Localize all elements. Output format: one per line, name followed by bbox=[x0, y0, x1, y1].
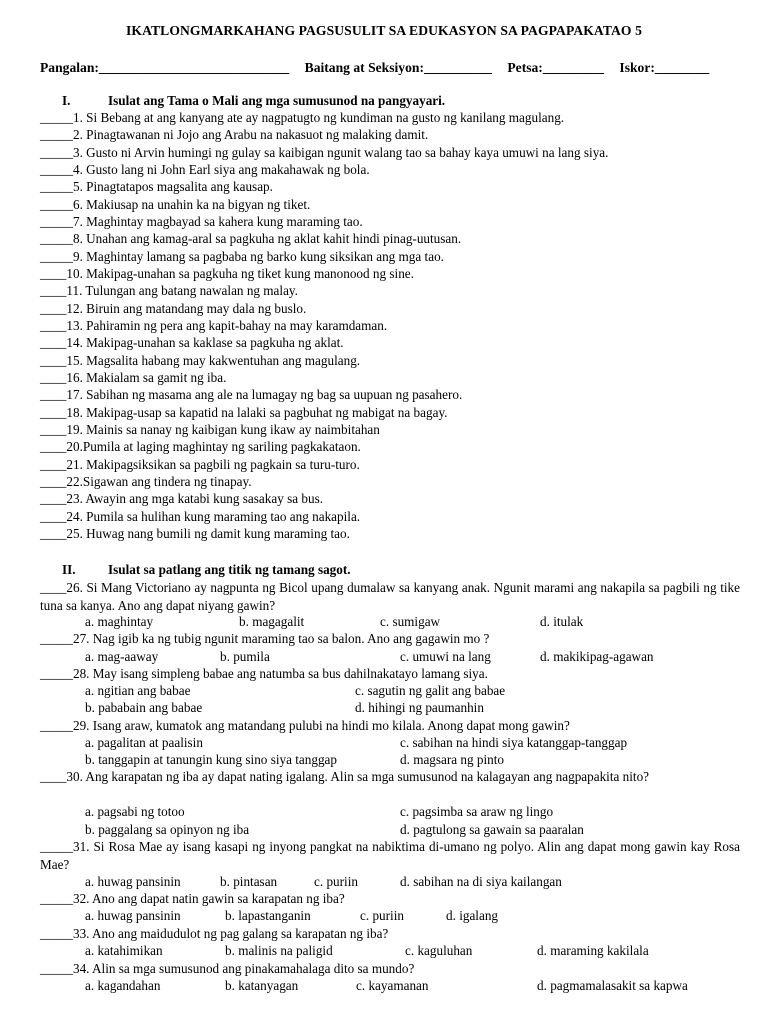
true-false-item: ____21. Makipagsiksikan sa pagbili ng pagkain sa turu-turo. bbox=[40, 456, 360, 472]
section-2-heading bbox=[62, 562, 351, 578]
option[interactable]: c. sabihan na hindi siya katanggap-tanggap bbox=[400, 735, 628, 750]
question-32: _____32. Ano ang dapat natin gawin sa karapatan ng iba? bbox=[40, 891, 345, 906]
section-instruction: Isulat ang Tama o Mali ang mga sumusunod na pangyayari. bbox=[108, 93, 446, 108]
option[interactable]: a. pagalitan at paalisin bbox=[85, 735, 203, 750]
option[interactable]: b. katanyagan bbox=[225, 978, 299, 993]
question-33: _____33. Ano ang maidudulot ng pag galang sa karapatan ng iba? bbox=[40, 926, 389, 941]
option[interactable]: d. pagmamalasakit sa kapwa bbox=[537, 978, 688, 993]
option[interactable]: d. sabihan na di siya kailangan bbox=[400, 874, 562, 889]
option[interactable]: d. itulak bbox=[540, 614, 584, 629]
option[interactable]: b. pumila bbox=[220, 649, 270, 664]
option[interactable]: a. mag-aaway bbox=[85, 649, 159, 664]
option[interactable]: c. sagutin ng galit ang babae bbox=[355, 683, 506, 698]
date-field[interactable]: Petsa:_________ bbox=[507, 60, 605, 75]
page-title: IKATLONGMARKAHANG PAGSUSULIT SA EDUKASYON SA PAGPAPAKATAO 5 bbox=[126, 23, 642, 38]
true-false-item: ____19. Mainis sa nanay ng kaibigan kung ikaw ay naimbitahan bbox=[40, 421, 380, 437]
true-false-item: ____12. Biruin ang matandang may dala ng buslo. bbox=[40, 300, 307, 316]
true-false-item: ____23. Awayin ang mga katabi kung sasakay sa bus. bbox=[40, 491, 324, 507]
option[interactable]: b. magagalit bbox=[239, 614, 305, 629]
question-27: _____27. Nag igib ka ng tubig ngunit maraming tao sa balon. Ano ang gagawin mo ? bbox=[40, 631, 490, 646]
options-28-row1 bbox=[85, 682, 745, 699]
true-false-item: _____2. Pinagtawanan ni Jojo ang Arabu na nakasuot ng malaking damit. bbox=[40, 127, 429, 143]
true-false-item: _____8. Unahan ang kamag-aral sa pagkuha ng aklat kahit hindi pinag-uutusan. bbox=[40, 231, 462, 247]
options-32 bbox=[85, 907, 745, 924]
section-number: I. bbox=[62, 93, 71, 108]
option[interactable]: b. tanggapin at tanungin kung sino siya tanggap bbox=[85, 752, 337, 767]
options-26 bbox=[85, 613, 745, 630]
option[interactable]: c. pagsimba sa araw ng lingo bbox=[400, 804, 554, 819]
true-false-item: _____6. Makiusap na unahin ka na bigyan ng tiket. bbox=[40, 196, 311, 212]
options-27 bbox=[85, 648, 745, 665]
name-field[interactable]: Pangalan:____________________________ bbox=[40, 60, 290, 75]
student-info-header bbox=[40, 60, 740, 76]
option[interactable]: c. kayamanan bbox=[356, 978, 429, 993]
option[interactable]: c. umuwi na lang bbox=[400, 649, 491, 664]
option[interactable]: a. katahimikan bbox=[85, 943, 163, 958]
true-false-item: ____25. Huwag nang bumili ng damit kung maraming tao. bbox=[40, 525, 350, 541]
question-28: _____28. May isang simpleng babae ang natumba sa bus dahilnakatayo lamang siya. bbox=[40, 666, 488, 681]
true-false-item: ____17. Sabihan ng masama ang ale na lumagay ng bag sa uupuan ng pasahero. bbox=[40, 387, 463, 403]
option[interactable]: d. pagtulong sa gawain sa paaralan bbox=[400, 822, 584, 837]
option[interactable]: b. lapastanganin bbox=[225, 908, 311, 923]
true-false-item: ____13. Pahiramin ng pera ang kapit-bahay na may karamdaman. bbox=[40, 317, 388, 333]
question-30: ____30. Ang karapatan ng iba ay dapat nating igalang. Alin sa mga sumusunod na kalagayan ang nagpapakita nito? bbox=[40, 769, 650, 784]
option[interactable]: d. maraming kakilala bbox=[537, 943, 649, 958]
option[interactable]: b. pintasan bbox=[220, 874, 278, 889]
true-false-item: ____10. Makipag-unahan sa pagkuha ng tiket kung manonood ng sine. bbox=[40, 265, 414, 281]
true-false-item: ____18. Makipag-usap sa kapatid na lalaki sa pagbuhat ng mabigat na bagay. bbox=[40, 404, 448, 420]
question-26: ____26. Si Mang Victoriano ay nagpunta ng Bicol upang dumalaw sa kanyang anak. Ngunit marami ang nakapila sa pagbili ng tike tuna sa kanya. Ano ang dapat niyang gawin? bbox=[40, 580, 740, 613]
option[interactable]: d. igalang bbox=[446, 908, 499, 923]
section-instruction: Isulat sa patlang ang titik ng tamang sagot. bbox=[108, 562, 351, 577]
true-false-item: _____9. Maghintay lamang sa pagbaba ng barko kung siksikan ang mga tao. bbox=[40, 248, 444, 264]
option[interactable]: c. puriin bbox=[314, 874, 358, 889]
true-false-item: _____4. Gusto lang ni John Earl siya ang makahawak ng bola. bbox=[40, 161, 370, 177]
option[interactable]: d. hihingi ng paumanhin bbox=[355, 700, 484, 715]
option[interactable]: a. huwag pansinin bbox=[85, 874, 181, 889]
options-29-row2 bbox=[85, 751, 745, 768]
grade-section-field[interactable]: Baitang at Seksiyon:__________ bbox=[304, 60, 492, 75]
options-30-row1 bbox=[85, 803, 745, 820]
option[interactable]: b. paggalang sa opinyon ng iba bbox=[85, 822, 250, 837]
true-false-item: _____5. Pinagtatapos magsalita ang kausap. bbox=[40, 179, 273, 195]
option[interactable]: a. huwag pansinin bbox=[85, 908, 181, 923]
option[interactable]: a. kagandahan bbox=[85, 978, 161, 993]
option[interactable]: c. puriin bbox=[360, 908, 404, 923]
option[interactable]: b. pababain ang babae bbox=[85, 700, 203, 715]
options-30-row2 bbox=[85, 821, 745, 838]
true-false-item: ____24. Pumila sa hulihan kung maraming tao ang nakapila. bbox=[40, 508, 361, 524]
true-false-item: ____22.Sigawan ang tindera ng tinapay. bbox=[40, 473, 252, 489]
section-number: II. bbox=[62, 562, 76, 577]
option[interactable]: d. makikipag-agawan bbox=[540, 649, 654, 664]
section-1-heading bbox=[62, 93, 445, 109]
option[interactable]: a. ngitian ang babae bbox=[85, 683, 191, 698]
true-false-item: _____7. Maghintay magbayad sa kahera kung maraming tao. bbox=[40, 213, 363, 229]
true-false-item: _____3. Gusto ni Arvin humingi ng gulay sa kaibigan ngunit walang tao sa bahay kaya umuwi na lang siya. bbox=[40, 144, 609, 160]
option[interactable]: a. maghintay bbox=[85, 614, 154, 629]
true-false-item: ____14. Makipag-unahan sa kaklase sa pagkuha ng aklat. bbox=[40, 335, 344, 351]
options-31 bbox=[85, 873, 745, 890]
true-false-item: ____11. Tulungan ang batang nawalan ng malay. bbox=[40, 283, 298, 299]
option[interactable]: c. kaguluhan bbox=[405, 943, 473, 958]
option[interactable]: b. malinis na paligid bbox=[225, 943, 333, 958]
true-false-item: ____15. Magsalita habang may kakwentuhan ang magulang. bbox=[40, 352, 361, 368]
options-33 bbox=[85, 942, 745, 959]
score-field[interactable]: Iskor:________ bbox=[619, 60, 710, 75]
question-34: _____34. Alin sa mga sumusunod ang pinakamahalaga dito sa mundo? bbox=[40, 961, 415, 976]
options-28-row2 bbox=[85, 699, 745, 716]
true-false-item: _____1. Si Bebang at ang kanyang ate ay nagpatugto ng kundiman na gusto ng kanilang magulang. bbox=[40, 110, 565, 125]
option[interactable]: a. pagsabi ng totoo bbox=[85, 804, 185, 819]
option[interactable]: c. sumigaw bbox=[380, 614, 441, 629]
option[interactable]: d. magsara ng pinto bbox=[400, 752, 505, 767]
question-29: _____29. Isang araw, kumatok ang matandang pulubi na hindi mo kilala. Anong dapat mong gawin? bbox=[40, 718, 570, 733]
true-false-item: ____20.Pumila at laging maghintay ng sariling pagkakataon. bbox=[40, 439, 361, 455]
true-false-item: ____16. Makialam sa gamit ng iba. bbox=[40, 369, 227, 385]
options-29-row1 bbox=[85, 734, 745, 751]
question-31: _____31. Si Rosa Mae ay isang kasapi ng inyong pangkat na nabiktima di-umano ng polyo. Alin ang dapat mong gawin kay Rosa Mae? bbox=[40, 839, 740, 872]
options-34 bbox=[85, 977, 745, 994]
